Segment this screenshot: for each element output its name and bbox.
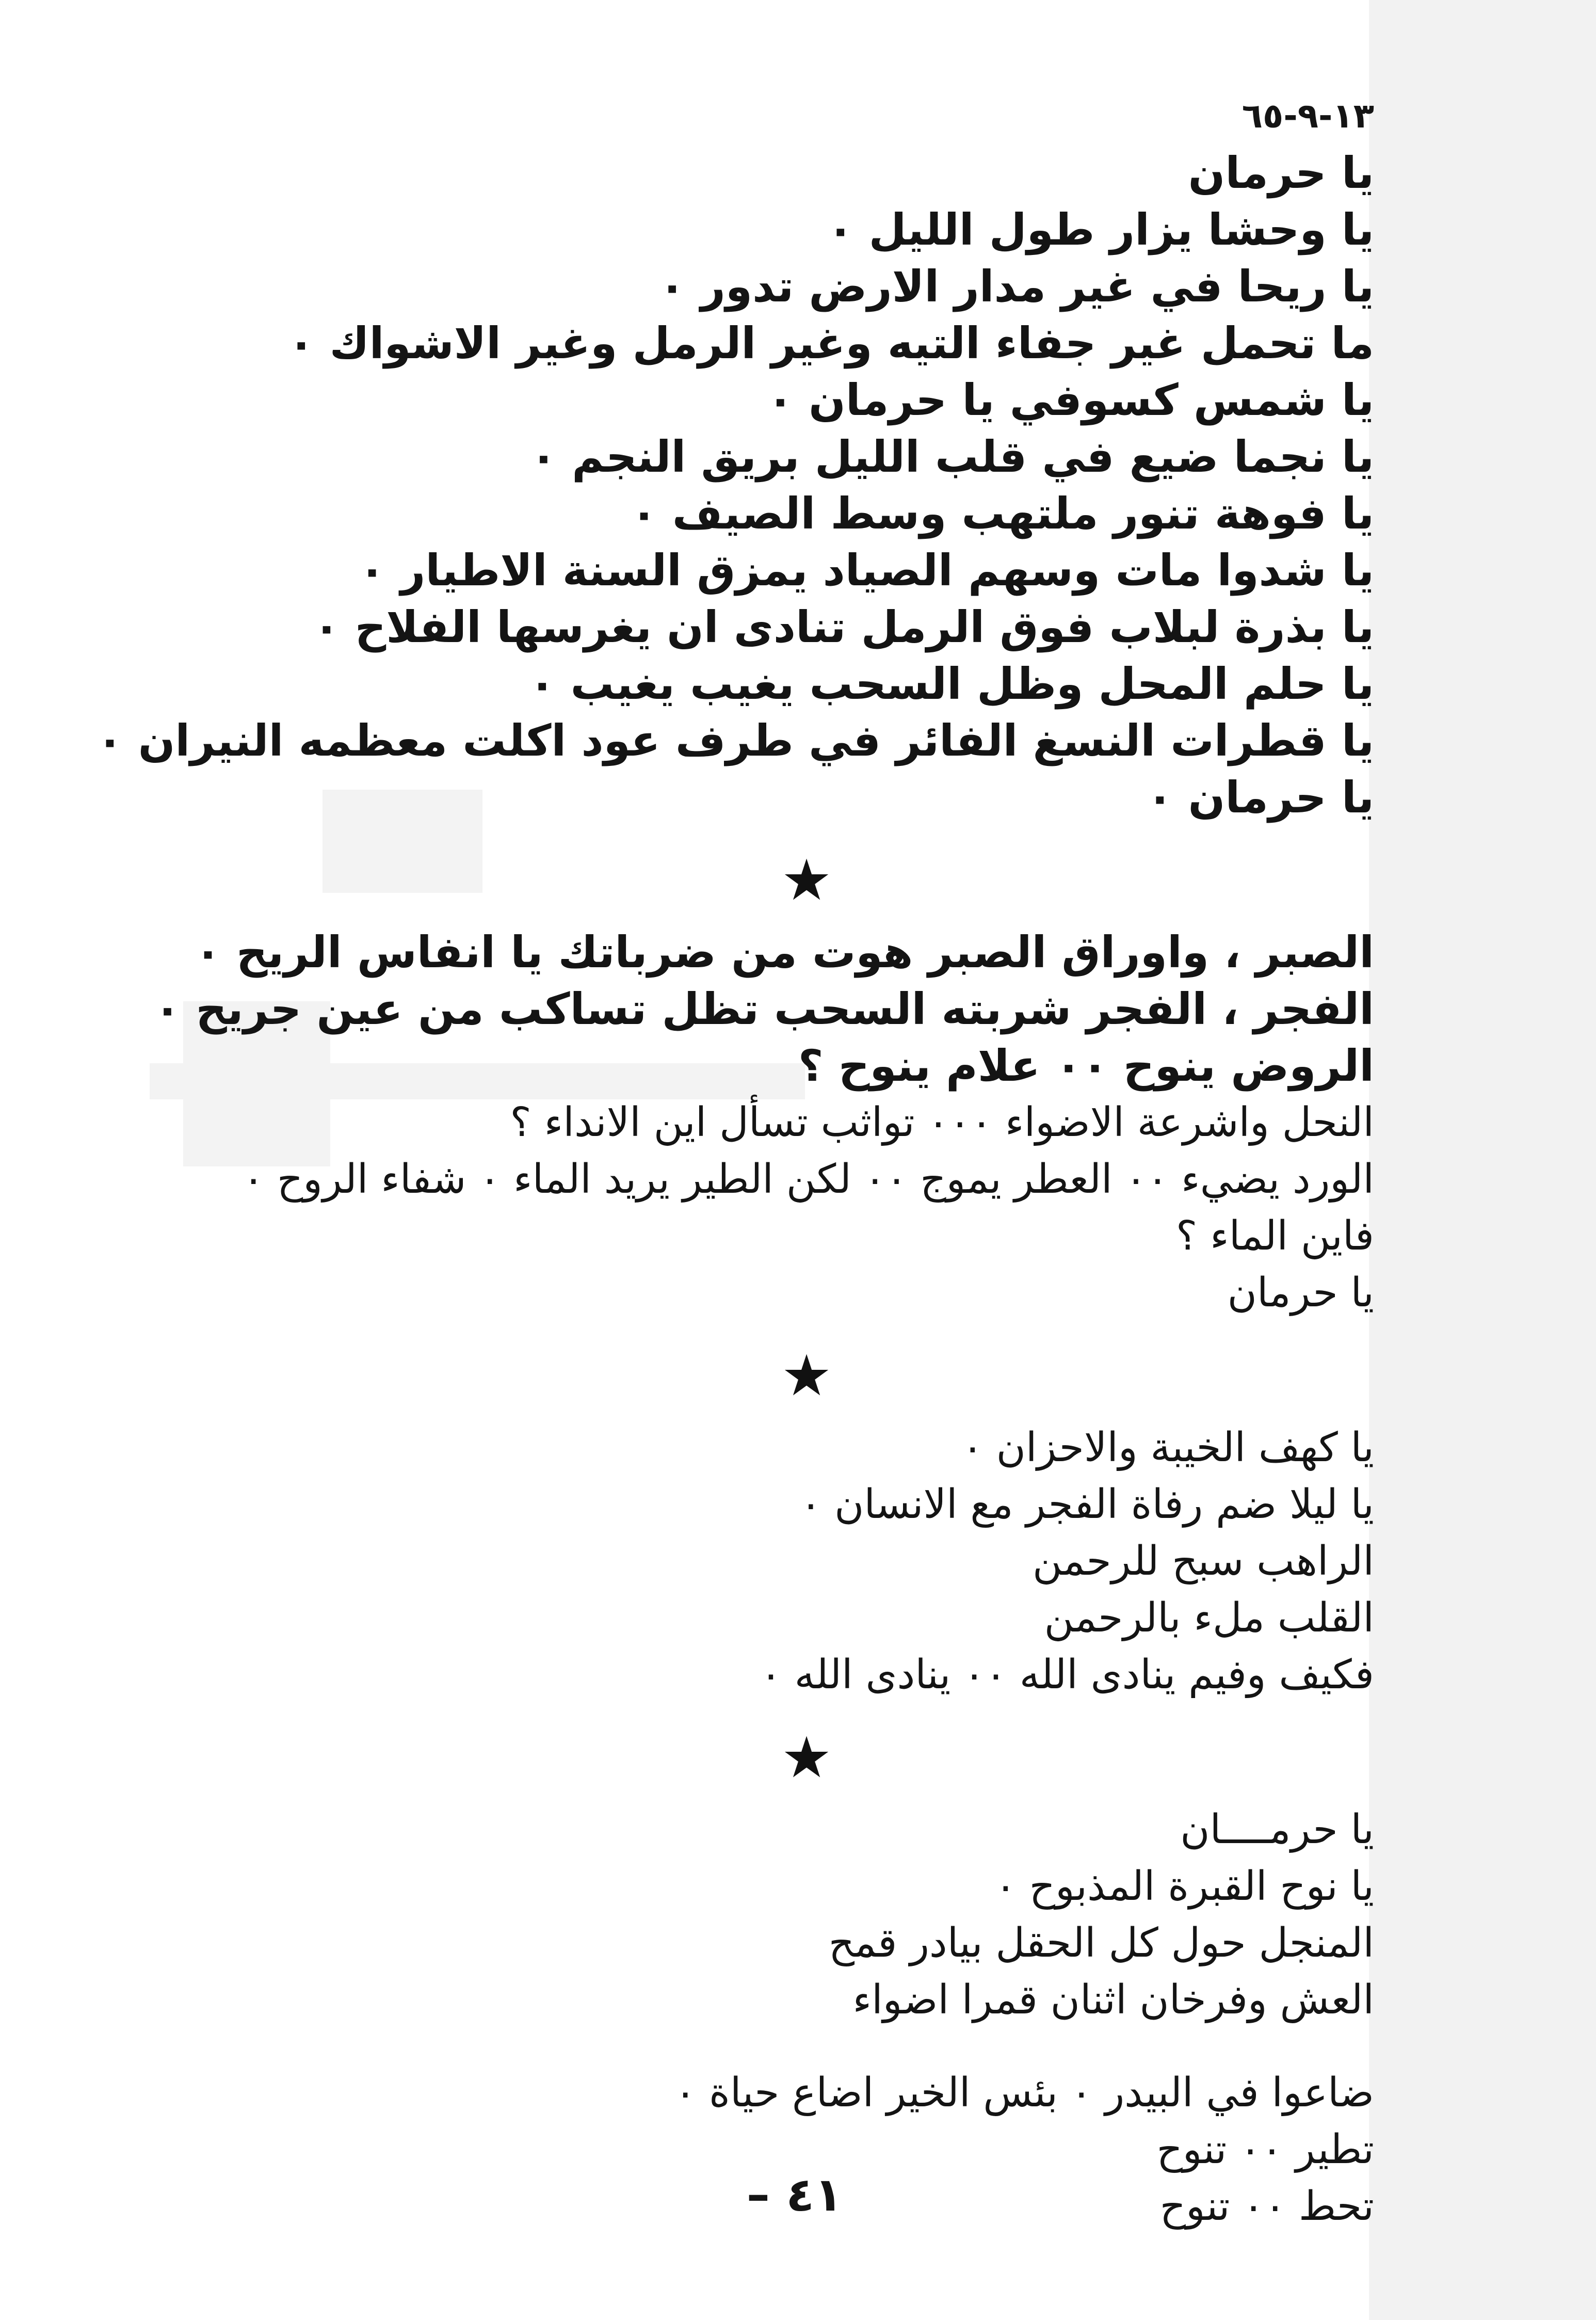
poem-line: يا وحشا يزار طول الليل ٠	[827, 204, 1374, 255]
poem-line: العش وفرخان اثنان قمرا اضواء	[852, 1977, 1374, 2023]
poem-text	[96, 88, 1374, 2235]
poem-line: يا ليلا ضم رفاة الفجر مع الانسان ٠	[800, 1481, 1374, 1528]
poem-line: ما تحمل غير جفاء التيه وغير الرمل وغير الاشواك ٠	[288, 318, 1374, 369]
poem-line: يا كهف الخيبة والاحزان ٠	[961, 1425, 1374, 1471]
poem-line: يا بذرة لبلاب فوق الرمل تنادى ان يغرسها الفلاح ٠	[313, 602, 1374, 652]
poem-line: يا فوهة تنور ملتهب وسط الصيف ٠	[631, 488, 1374, 539]
poem-line: النحل واشرعة الاضواء ٠٠٠ تواثب تسأل اين الانداء ؟	[510, 1099, 1374, 1146]
poem-line: تطير ٠٠ تنوح	[1156, 2126, 1374, 2173]
poem-line: يا حرمان ٠	[1147, 772, 1374, 823]
poem-line: يا حرمــــان	[1180, 1806, 1374, 1853]
poem-line: يا قطرات النسغ الفائر في طرف عود اكلت معظمه النيران ٠	[96, 715, 1374, 766]
poem-line: يا شدوا مات وسهم الصياد يمزق السنة الاطيار ٠	[359, 545, 1374, 596]
star-separator-icon: ★	[781, 847, 832, 913]
stanza-3	[187, 1419, 1374, 1703]
poem-line: يا ريحا في غير مدار الارض تدور ٠	[659, 261, 1374, 312]
stanza-2	[154, 924, 1374, 1321]
poem-line: المنجل حول كل الحقل بيادر قمح	[828, 1920, 1374, 1966]
poem-line: يا شمس كسوفي يا حرمان ٠	[767, 375, 1374, 425]
star-separator-icon: ★	[781, 1342, 832, 1409]
poem-line: الروض ينوح ٠٠ علام ينوح ؟	[798, 1041, 1374, 1091]
poem-line: الراهب سبح للرحمن	[1032, 1538, 1374, 1585]
poem-line: يا نوح القبرة المذبوح ٠	[994, 1863, 1374, 1910]
page-edge	[1369, 0, 1596, 2320]
poem-line: فكيف وفيم ينادى الله ٠٠ ينادى الله ٠	[760, 1652, 1374, 1698]
poem-line: القلب ملء بالرحمن	[1044, 1595, 1374, 1641]
poem-line: فاين الماء ؟	[1175, 1213, 1374, 1259]
poem-line: يا حلم المحل وظل السحب يغيب يغيب ٠	[529, 659, 1374, 709]
page-number: ٤١ –	[746, 2168, 843, 2222]
poem-line: يا حرمان	[1227, 1270, 1374, 1316]
poem-line: يا حرمان	[1188, 148, 1374, 198]
poem-line: تحط ٠٠ تنوح	[1159, 2183, 1374, 2230]
poem-line: ضاعوا في البيدر ٠ بئس الخير اضاع حياة ٠	[674, 2070, 1374, 2116]
poem-date: ١٣-٩-٦٥	[1242, 96, 1374, 136]
poem-line: الصبر ، واوراق الصبر هوت من ضرباتك يا انفاس الريح ٠	[195, 927, 1374, 978]
poem-line: الورد يضيء ٠٠ العطر يموج ٠٠ لكن الطير يريد الماء ٠ شفاء الروح ٠	[243, 1156, 1374, 1203]
star-separator-icon: ★	[781, 1724, 832, 1790]
poem-line: يا نجما ضيع في قلب الليل بريق النجم ٠	[530, 431, 1374, 482]
stanza-1	[96, 145, 1374, 826]
poem-line: الفجر ، الفجر شربته السحب تظل تساكب من عين جريح ٠	[154, 984, 1374, 1034]
